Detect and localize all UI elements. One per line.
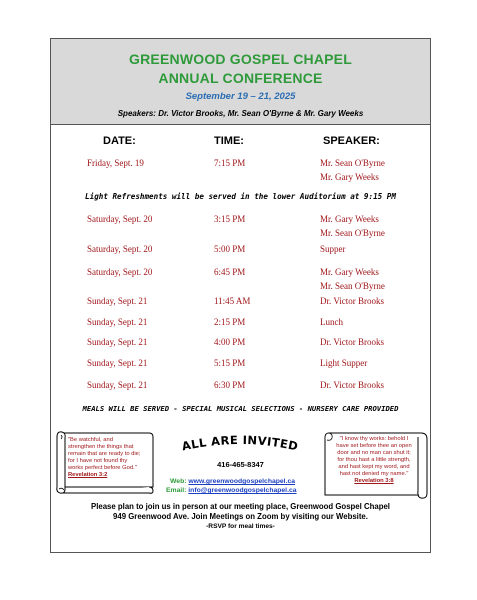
speaker-name: Mr. Gary Weeks — [320, 214, 379, 224]
refreshments-note: Light Refreshments will be served in the lower Auditorium at 9:15 PM — [85, 192, 396, 201]
email-line — [166, 487, 297, 494]
row-date: Saturday, Sept. 20 — [87, 214, 153, 224]
conference-dates: September 19 – 21, 2025 — [185, 91, 296, 102]
speaker-name: Mr. Gary Weeks — [320, 267, 379, 277]
footer-line-3: -RSVP for meal times- — [206, 523, 275, 530]
row-date: Sunday, Sept. 21 — [87, 358, 148, 368]
speaker-name: Light Supper — [320, 358, 368, 368]
speakers-line: Speakers: Dr. Victor Brooks, Mr. Sean O'Byrne & Mr. Gary Weeks — [117, 109, 364, 118]
row-speaker — [320, 156, 385, 184]
row-time: 3:15 PM — [214, 214, 246, 224]
row-date: Sunday, Sept. 21 — [87, 337, 148, 347]
row-speaker — [320, 265, 385, 293]
row-time: 6:45 PM — [214, 267, 246, 277]
row-time: 4:00 PM — [214, 337, 246, 347]
row-speaker — [320, 294, 384, 308]
speaker-name: Dr. Victor Brooks — [320, 296, 385, 306]
footer-line-2: 949 Greenwood Ave. Join Meetings on Zoom by visiting our Website. — [113, 512, 368, 521]
speaker-name: Supper — [320, 244, 346, 254]
speaker-name: Dr. Victor Brooks — [320, 337, 385, 347]
phone-number: 416-465-8347 — [217, 460, 264, 469]
footer-line-1: Please plan to join us in person at our meeting place, Greenwood Gospel Chapel — [91, 502, 390, 511]
row-time: 5:15 PM — [214, 358, 246, 368]
column-header-date: DATE: — [103, 135, 136, 147]
row-date: Saturday, Sept. 20 — [87, 244, 153, 254]
column-header-speaker: SPEAKER: — [323, 135, 380, 147]
row-speaker — [320, 335, 384, 349]
speaker-name: Dr. Victor Brooks — [320, 380, 385, 390]
flyer-frame — [50, 38, 431, 553]
speaker-name: Mr. Sean O'Byrne — [320, 281, 385, 291]
web-line — [170, 478, 295, 485]
row-speaker — [320, 315, 343, 329]
email-link[interactable]: info@greenwoodgospelchapel.ca — [188, 487, 297, 494]
speaker-name: Mr. Gary Weeks — [320, 172, 379, 182]
speaker-name: Mr. Sean O'Byrne — [320, 158, 385, 168]
email-label: Email: — [166, 487, 187, 494]
verse-left-text: "Be watchful, and strengthen the things that remain that are ready to die; for I have not found thy works perfect before God." Revelation 3:2 — [68, 437, 141, 478]
row-date: Sunday, Sept. 21 — [87, 380, 148, 390]
row-time: 7:15 PM — [214, 158, 246, 168]
verse-right-text: "I know thy works: behold I have set before thee an open door and no man can shut it; for thou hast a little strength, and hast kept my word, and hast not denied my name." Revelation 3:8 — [331, 436, 417, 485]
verse-left-ref: Revelation 3:2 — [68, 472, 108, 478]
title-line-1: GREENWOOD GOSPEL CHAPEL — [129, 51, 352, 67]
row-time: 2:15 PM — [214, 317, 246, 327]
column-header-time: TIME: — [214, 135, 244, 147]
web-label: Web: — [170, 478, 187, 485]
row-speaker — [320, 212, 385, 240]
title-line-2: ANNUAL CONFERENCE — [158, 70, 323, 86]
row-time: 6:30 PM — [214, 380, 246, 390]
row-date: Saturday, Sept. 20 — [87, 267, 153, 277]
speaker-name: Lunch — [320, 317, 343, 327]
web-link[interactable]: www.greenwoodgospelchapel.ca — [188, 478, 296, 485]
row-speaker — [320, 356, 367, 370]
verse-right-ref: Revelation 3:8 — [354, 478, 394, 484]
row-time: 11:45 AM — [214, 296, 251, 306]
row-time: 5:00 PM — [214, 244, 246, 254]
row-date: Sunday, Sept. 21 — [87, 296, 148, 306]
row-speaker — [320, 242, 346, 256]
svg-text:ALL ARE INVITED: ALL ARE INVITED — [180, 433, 300, 454]
header-banner — [51, 39, 430, 125]
all-are-invited-heading — [179, 433, 301, 455]
meals-note: MEALS WILL BE SERVED - SPECIAL MUSICAL SELECTIONS - NURSERY CARE PROVIDED — [82, 404, 399, 413]
speaker-name: Mr. Sean O'Byrne — [320, 228, 385, 238]
row-speaker — [320, 378, 384, 392]
row-date: Friday, Sept. 19 — [87, 158, 144, 168]
row-date: Sunday, Sept. 21 — [87, 317, 148, 327]
